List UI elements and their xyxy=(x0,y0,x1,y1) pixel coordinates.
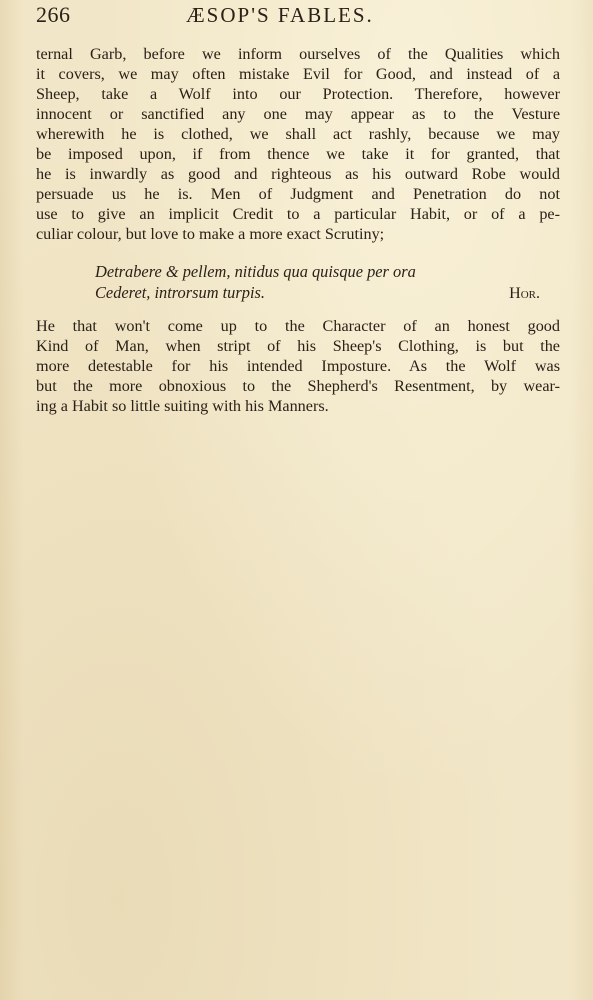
text-line: use to give an implicit Credit to a particular Habit, or of a pe- xyxy=(36,205,560,223)
text-line: He that won't come up to the Character of an honest good xyxy=(36,317,560,335)
text-line: Kind of Man, when stript of his Sheep's Clothing, is but the xyxy=(36,337,560,355)
text-line: ternal Garb, before we inform ourselves of the Qualities which xyxy=(36,45,560,63)
text-line: but the more obnoxious to the Shepherd's Resentment, by wear- xyxy=(36,377,560,395)
page-header xyxy=(36,2,566,32)
text-line: it covers, we may often mistake Evil for Good, and instead of a xyxy=(36,65,560,83)
text-line: wherewith he is clothed, we shall act rashly, because we may xyxy=(36,125,560,143)
running-title: ÆSOP'S FABLES. xyxy=(186,3,374,27)
quotation-line: Cederet, introrsum turpis. xyxy=(95,283,265,302)
latin-quotation xyxy=(95,262,540,304)
quotation-line: Detrabere & pellem, nitidus qua quisque per ora xyxy=(95,262,416,281)
text-line: ing a Habit so little suiting with his Manners. xyxy=(36,397,329,415)
text-line: persuade us he is. Men of Judgment and Penetration do not xyxy=(36,185,560,203)
text-line: innocent or sanctified any one may appear as to the Vesture xyxy=(36,105,560,123)
text-line: more detestable for his intended Imposture. As the Wolf was xyxy=(36,357,560,375)
paragraph-moral xyxy=(36,44,560,244)
text-line: be imposed upon, if from thence we take it for granted, that xyxy=(36,145,560,163)
text-line: Sheep, take a Wolf into our Protection. Therefore, however xyxy=(36,85,560,103)
page-number: 266 xyxy=(36,2,71,27)
text-line: culiar colour, but love to make a more exact Scrutiny; xyxy=(36,225,385,243)
text-line: he is inwardly as good and righteous as his outward Robe would xyxy=(36,165,560,183)
quotation-attribution: Hor. xyxy=(509,285,540,302)
paragraph-conclusion xyxy=(36,316,560,416)
